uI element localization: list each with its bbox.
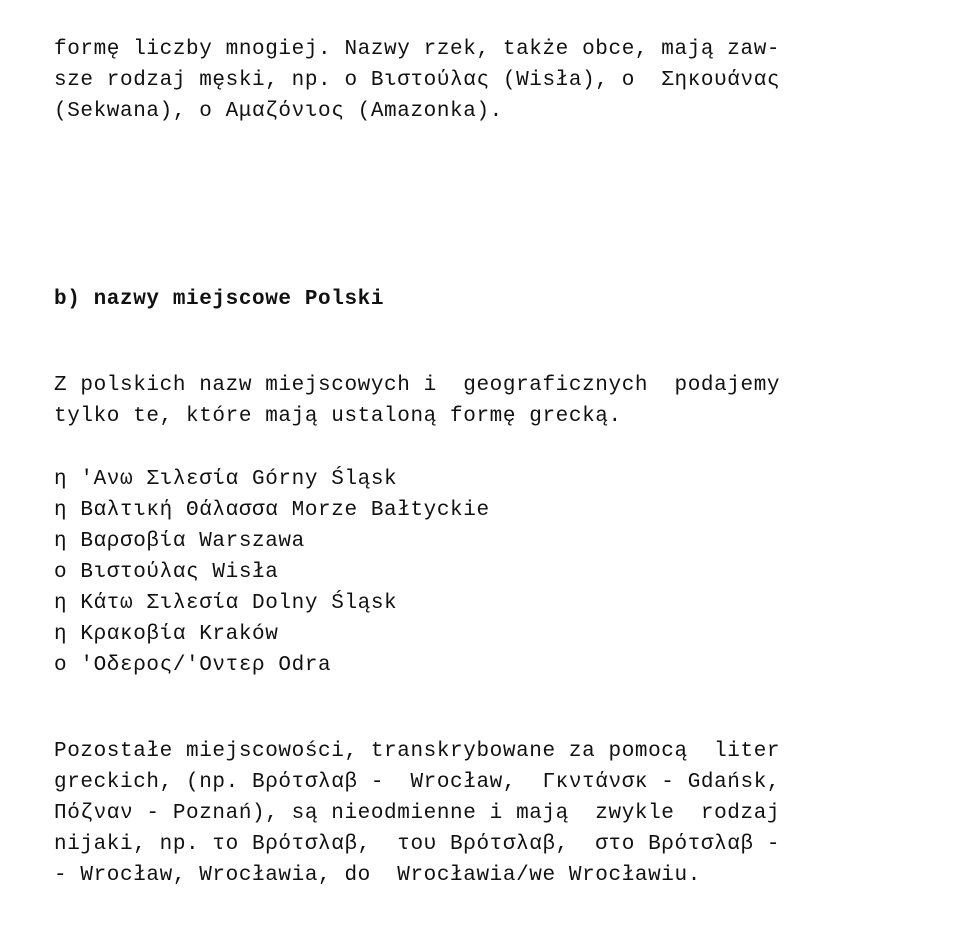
closing-line: greckich, (np. Βρότσλαβ - Wrocław, Γκντάνσκ - Gdańsk, bbox=[54, 771, 781, 794]
section-intro-line: tylko te, które mają ustaloną formę grecką. bbox=[54, 405, 622, 428]
section-intro-line: Z polskich nazw miejscowych i geograficznych podajemy bbox=[54, 374, 781, 397]
closing-line: - Wrocław, Wrocławia, do Wrocławia/we Wrocławiu. bbox=[54, 864, 701, 887]
intro-line: (Sekwana), ο Αμαζόνιος (Amazonka). bbox=[54, 100, 503, 123]
list-item: ο Βιστούλας Wisła bbox=[54, 561, 279, 584]
list-item: ο 'Οδερος/'Οντερ Odra bbox=[54, 654, 332, 677]
closing-line: Pozostałe miejscowości, transkrybowane za pomocą liter bbox=[54, 740, 781, 763]
list-item: η Κάτω Σιλεσία Dolny Śląsk bbox=[54, 592, 398, 615]
section-heading: b) nazwy miejscowe Polski bbox=[54, 288, 385, 311]
intro-line: sze rodzaj męski, np. ο Βιστούλας (Wisła), ο Σηκουάνας bbox=[54, 69, 781, 92]
list-item: η Κρακοβία Kraków bbox=[54, 623, 279, 646]
list-item: η 'Ανω Σιλεσία Górny Śląsk bbox=[54, 468, 398, 491]
intro-line: formę liczby mnogiej. Nazwy rzek, także obce, mają zaw- bbox=[54, 38, 781, 61]
section-intro-paragraph bbox=[54, 370, 780, 432]
closing-line: nijaki, np. το Βρότσλαβ, του Βρότσλαβ, στο Βρότσλαβ - bbox=[54, 833, 781, 856]
list-item: η Βαρσοβία Warszawa bbox=[54, 530, 305, 553]
list-item: η Βαλτική Θάλασσα Morze Bałtyckie bbox=[54, 499, 490, 522]
closing-line: Πόζναν - Poznań), są nieodmienne i mają zwykle rodzaj bbox=[54, 802, 781, 825]
closing-paragraph bbox=[54, 736, 780, 891]
place-name-list bbox=[54, 464, 490, 681]
intro-paragraph bbox=[54, 34, 780, 127]
